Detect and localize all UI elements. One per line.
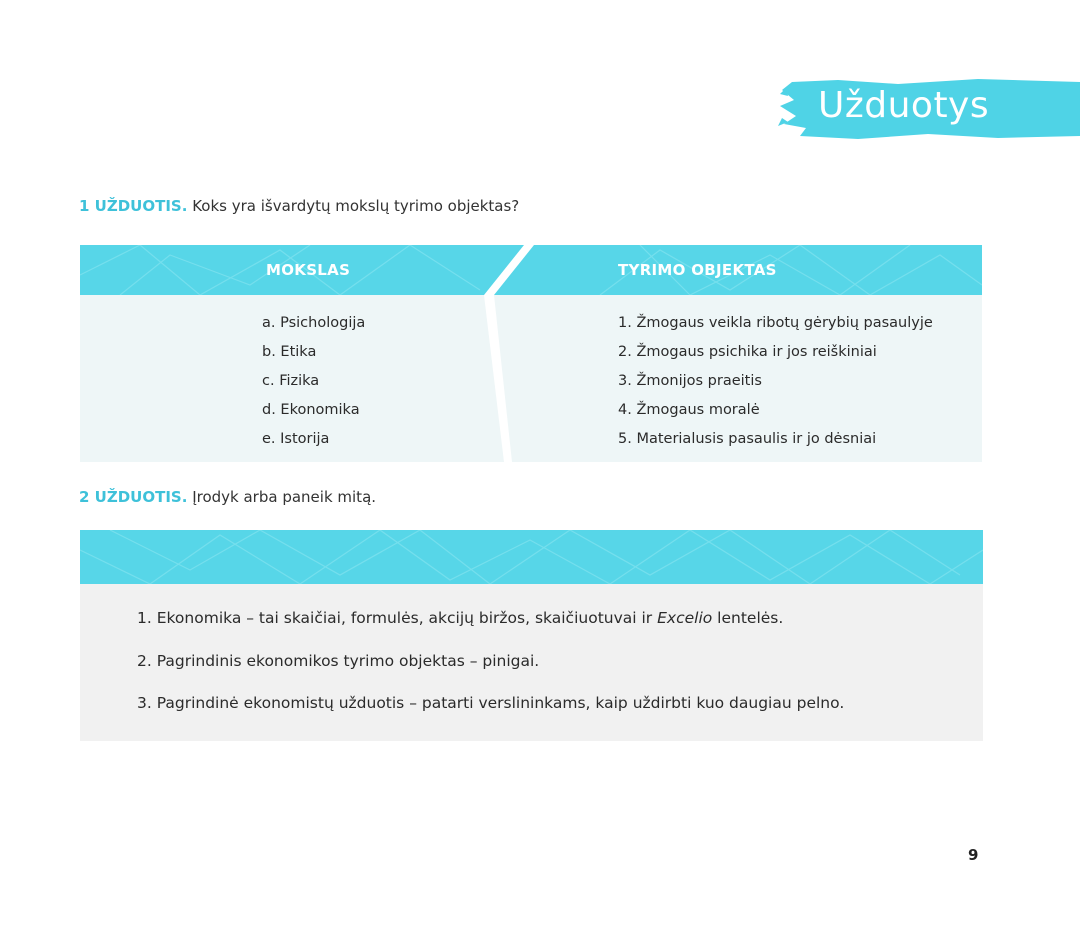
list-item: 3. Žmonijos praeitis xyxy=(618,373,762,389)
list-item: 1. Žmogaus veikla ribotų gėrybių pasaulyje xyxy=(618,315,933,331)
science-list xyxy=(262,309,365,454)
list-item: a. Psichologija xyxy=(262,315,366,331)
list-item: e. Istorija xyxy=(262,431,330,447)
geometric-pattern xyxy=(80,245,982,295)
myth-box-body xyxy=(80,584,983,741)
matching-table xyxy=(80,245,982,462)
list-item: b. Etika xyxy=(262,344,317,360)
task2-label: 2 UŽDUOTIS. xyxy=(79,488,188,506)
task2-heading xyxy=(79,488,376,506)
myth-text: 2. Pagrindinis ekonomikos tyrimo objektas – pinigai. xyxy=(137,652,540,670)
list-item: d. Ekonomika xyxy=(262,402,360,418)
myth-item-2 xyxy=(137,652,539,670)
myth-box-header xyxy=(80,530,983,584)
object-list xyxy=(618,309,933,454)
list-item: 4. Žmogaus moralė xyxy=(618,402,760,418)
column-header-object: TYRIMO OBJEKTAS xyxy=(618,261,777,279)
column-header-science: MOKSLAS xyxy=(266,261,351,279)
geometric-pattern xyxy=(80,530,983,584)
myth-box xyxy=(80,530,983,741)
myth-text: 1. Ekonomika – tai skaičiai, formulės, akcijų biržos, skaičiuotuvai ir xyxy=(137,609,658,627)
section-banner xyxy=(778,76,1080,142)
myth-item-3 xyxy=(137,694,844,712)
page-title: Užduotys xyxy=(818,85,990,126)
task2-question: Įrodyk arba paneik mitą. xyxy=(192,488,377,506)
list-item: c. Fizika xyxy=(262,373,320,389)
task1-question: Koks yra išvardytų mokslų tyrimo objektas? xyxy=(192,197,520,215)
myth-item-1 xyxy=(137,609,783,627)
myth-italic-text: Excelio xyxy=(657,609,713,627)
task1-heading xyxy=(79,197,519,215)
myth-text: 3. Pagrindinė ekonomistų užduotis – patarti verslininkams, kaip uždirbti kuo daugiau pelno. xyxy=(137,694,845,712)
matching-table-header xyxy=(80,245,982,295)
myth-text-end: lentelės. xyxy=(712,609,784,627)
task1-label: 1 UŽDUOTIS. xyxy=(79,197,188,215)
page-number: 9 xyxy=(968,846,979,864)
list-item: 5. Materialusis pasaulis ir jo dėsniai xyxy=(618,431,877,447)
list-item: 2. Žmogaus psichika ir jos reiškiniai xyxy=(618,344,877,360)
